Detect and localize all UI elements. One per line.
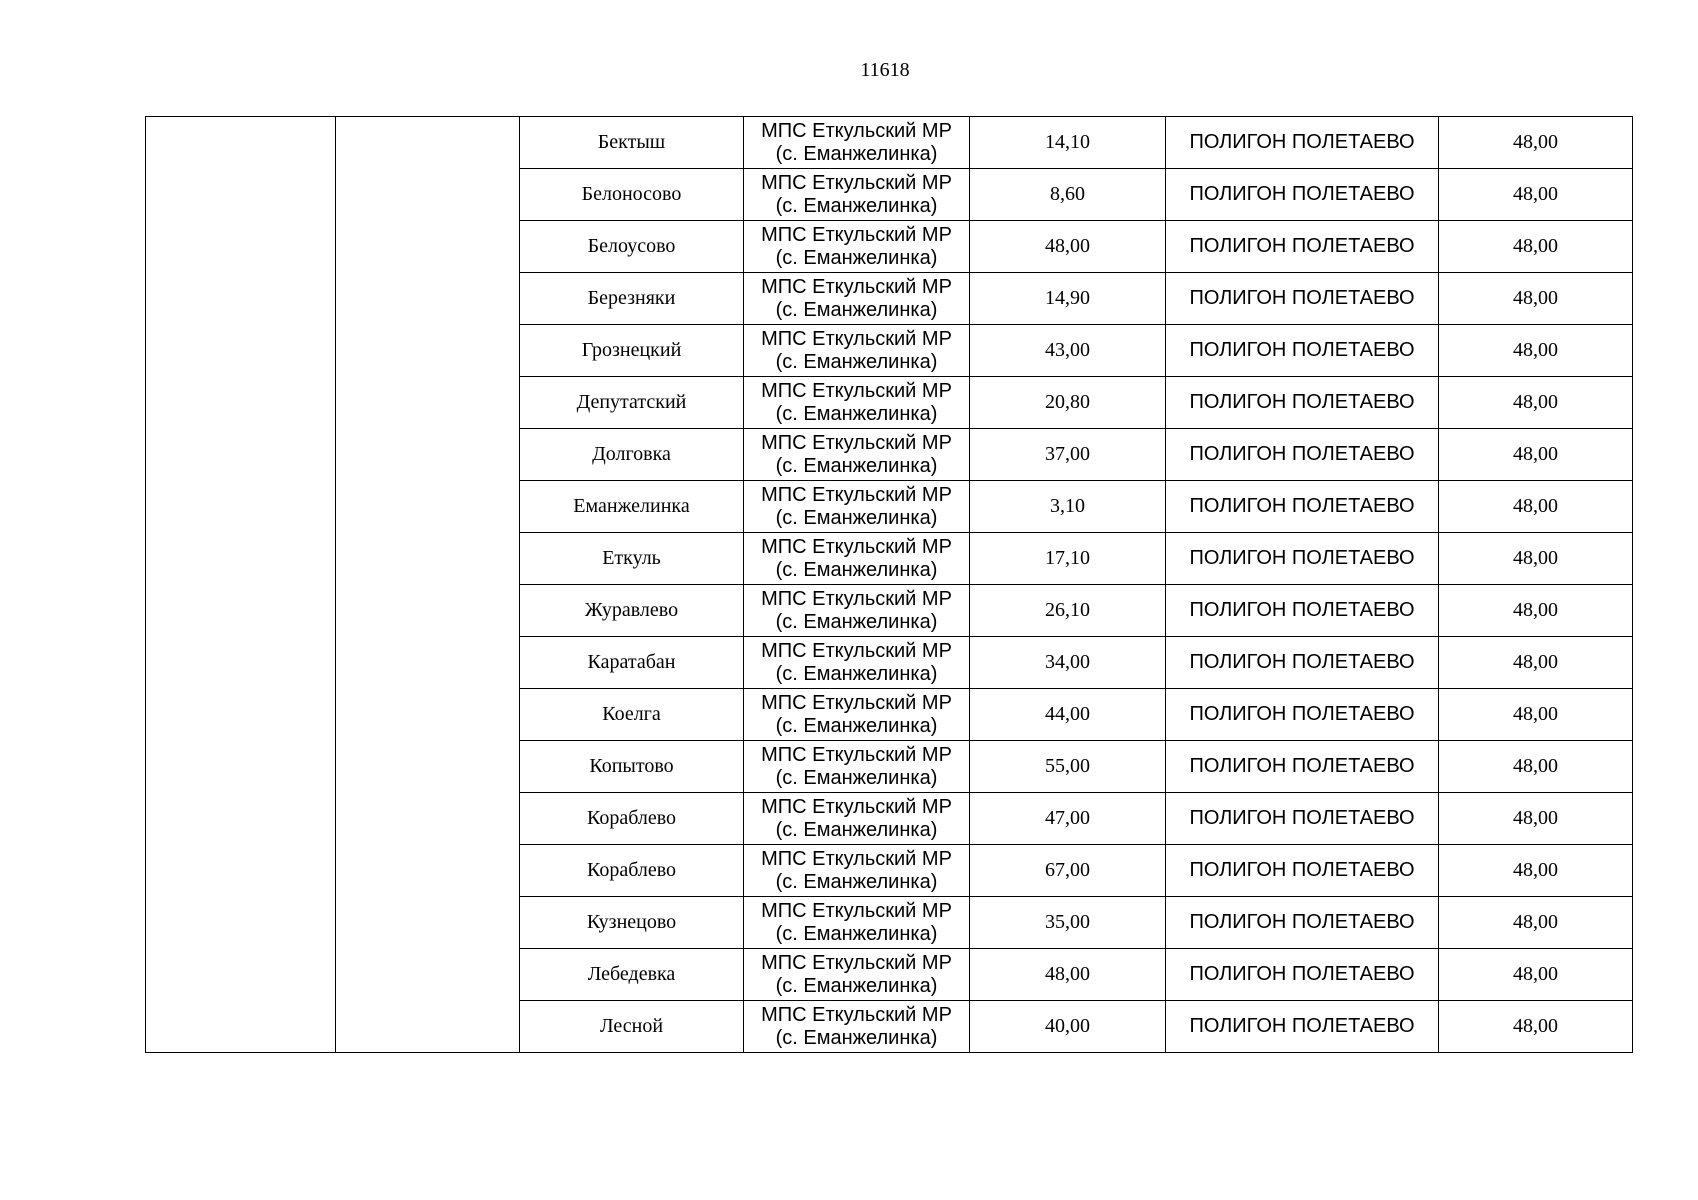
- source-name: МПС Еткульский МР: [761, 171, 952, 194]
- source-name: МПС Еткульский МР: [761, 847, 952, 870]
- distance-cell: 44,00: [970, 689, 1166, 741]
- settlement-cell: Копытово: [520, 741, 744, 793]
- distance-cell: 43,00: [970, 325, 1166, 377]
- source-name: МПС Еткульский МР: [761, 223, 952, 246]
- distance-cell: 67,00: [970, 845, 1166, 897]
- source-location: (с. Еманжелинка): [775, 662, 938, 685]
- destination-cell: ПОЛИГОН ПОЛЕТАЕВО: [1166, 897, 1439, 949]
- distance-cell: 37,00: [970, 429, 1166, 481]
- source-cell: [744, 221, 970, 273]
- value-cell: 48,00: [1439, 533, 1633, 585]
- source-location: (с. Еманжелинка): [775, 818, 938, 841]
- destination-cell: ПОЛИГОН ПОЛЕТАЕВО: [1166, 637, 1439, 689]
- destination-cell: ПОЛИГОН ПОЛЕТАЕВО: [1166, 845, 1439, 897]
- source-location: (с. Еманжелинка): [775, 350, 938, 373]
- settlement-cell: Кораблево: [520, 793, 744, 845]
- source-cell: [744, 585, 970, 637]
- source-cell: [744, 273, 970, 325]
- settlement-cell: Белоносово: [520, 169, 744, 221]
- distance-cell: 14,90: [970, 273, 1166, 325]
- settlement-cell: Еткуль: [520, 533, 744, 585]
- source-cell: [744, 689, 970, 741]
- value-cell: 48,00: [1439, 429, 1633, 481]
- source-name: МПС Еткульский МР: [761, 275, 952, 298]
- source-location: (с. Еманжелинка): [775, 506, 938, 529]
- settlement-cell: Каратабан: [520, 637, 744, 689]
- source-cell: [744, 429, 970, 481]
- distance-cell: 8,60: [970, 169, 1166, 221]
- source-cell: [744, 741, 970, 793]
- distance-cell: 48,00: [970, 221, 1166, 273]
- source-name: МПС Еткульский МР: [761, 535, 952, 558]
- value-cell: 48,00: [1439, 481, 1633, 533]
- settlement-cell: Бектыш: [520, 117, 744, 169]
- source-location: (с. Еманжелинка): [775, 194, 938, 217]
- destination-cell: ПОЛИГОН ПОЛЕТАЕВО: [1166, 429, 1439, 481]
- page-number: 11618: [860, 59, 910, 81]
- source-location: (с. Еманжелинка): [775, 766, 938, 789]
- value-cell: 48,00: [1439, 637, 1633, 689]
- destination-cell: ПОЛИГОН ПОЛЕТАЕВО: [1166, 221, 1439, 273]
- value-cell: 48,00: [1439, 793, 1633, 845]
- value-cell: 48,00: [1439, 117, 1633, 169]
- settlement-cell: Коелга: [520, 689, 744, 741]
- table-row: [146, 117, 1633, 169]
- source-location: (с. Еманжелинка): [775, 922, 938, 945]
- distance-cell: 47,00: [970, 793, 1166, 845]
- source-location: (с. Еманжелинка): [775, 714, 938, 737]
- destination-cell: ПОЛИГОН ПОЛЕТАЕВО: [1166, 533, 1439, 585]
- source-name: МПС Еткульский МР: [761, 379, 952, 402]
- source-name: МПС Еткульский МР: [761, 1003, 952, 1026]
- destination-cell: ПОЛИГОН ПОЛЕТАЕВО: [1166, 481, 1439, 533]
- settlement-cell: Лесной: [520, 1001, 744, 1053]
- settlement-cell: Долговка: [520, 429, 744, 481]
- data-table: [145, 116, 1633, 1053]
- source-name: МПС Еткульский МР: [761, 951, 952, 974]
- value-cell: 48,00: [1439, 741, 1633, 793]
- source-name: МПС Еткульский МР: [761, 899, 952, 922]
- settlement-cell: Кораблево: [520, 845, 744, 897]
- source-location: (с. Еманжелинка): [775, 246, 938, 269]
- distance-cell: 14,10: [970, 117, 1166, 169]
- source-location: (с. Еманжелинка): [775, 610, 938, 633]
- source-name: МПС Еткульский МР: [761, 587, 952, 610]
- source-location: (с. Еманжелинка): [775, 298, 938, 321]
- destination-cell: ПОЛИГОН ПОЛЕТАЕВО: [1166, 585, 1439, 637]
- source-name: МПС Еткульский МР: [761, 483, 952, 506]
- settlement-cell: Березняки: [520, 273, 744, 325]
- source-cell: [744, 1001, 970, 1053]
- destination-cell: ПОЛИГОН ПОЛЕТАЕВО: [1166, 325, 1439, 377]
- source-cell: [744, 845, 970, 897]
- settlement-cell: Журавлево: [520, 585, 744, 637]
- settlement-cell: Грознецкий: [520, 325, 744, 377]
- value-cell: 48,00: [1439, 845, 1633, 897]
- value-cell: 48,00: [1439, 897, 1633, 949]
- destination-cell: ПОЛИГОН ПОЛЕТАЕВО: [1166, 1001, 1439, 1053]
- source-cell: [744, 169, 970, 221]
- table-body: [146, 117, 1633, 1053]
- distance-cell: 48,00: [970, 949, 1166, 1001]
- distance-cell: 3,10: [970, 481, 1166, 533]
- destination-cell: ПОЛИГОН ПОЛЕТАЕВО: [1166, 273, 1439, 325]
- distance-cell: 35,00: [970, 897, 1166, 949]
- empty-region-cell: [146, 117, 336, 1053]
- source-location: (с. Еманжелинка): [775, 1026, 938, 1049]
- destination-cell: ПОЛИГОН ПОЛЕТАЕВО: [1166, 741, 1439, 793]
- source-location: (с. Еманжелинка): [775, 142, 938, 165]
- source-cell: [744, 481, 970, 533]
- destination-cell: ПОЛИГОН ПОЛЕТАЕВО: [1166, 377, 1439, 429]
- source-location: (с. Еманжелинка): [775, 454, 938, 477]
- value-cell: 48,00: [1439, 689, 1633, 741]
- distance-cell: 17,10: [970, 533, 1166, 585]
- destination-cell: ПОЛИГОН ПОЛЕТАЕВО: [1166, 169, 1439, 221]
- settlement-cell: Депутатский: [520, 377, 744, 429]
- source-cell: [744, 325, 970, 377]
- destination-cell: ПОЛИГОН ПОЛЕТАЕВО: [1166, 117, 1439, 169]
- source-cell: [744, 377, 970, 429]
- distance-cell: 26,10: [970, 585, 1166, 637]
- source-cell: [744, 897, 970, 949]
- source-cell: [744, 117, 970, 169]
- distance-cell: 34,00: [970, 637, 1166, 689]
- distance-cell: 40,00: [970, 1001, 1166, 1053]
- source-name: МПС Еткульский МР: [761, 743, 952, 766]
- source-cell: [744, 949, 970, 1001]
- source-location: (с. Еманжелинка): [775, 870, 938, 893]
- source-name: МПС Еткульский МР: [761, 795, 952, 818]
- distance-cell: 20,80: [970, 377, 1166, 429]
- source-name: МПС Еткульский МР: [761, 119, 952, 142]
- source-name: МПС Еткульский МР: [761, 327, 952, 350]
- value-cell: 48,00: [1439, 949, 1633, 1001]
- value-cell: 48,00: [1439, 169, 1633, 221]
- distance-cell: 55,00: [970, 741, 1166, 793]
- settlement-cell: Белоусово: [520, 221, 744, 273]
- empty-district-cell: [336, 117, 520, 1053]
- source-location: (с. Еманжелинка): [775, 402, 938, 425]
- settlement-cell: Лебедевка: [520, 949, 744, 1001]
- source-cell: [744, 637, 970, 689]
- source-name: МПС Еткульский МР: [761, 431, 952, 454]
- value-cell: 48,00: [1439, 585, 1633, 637]
- destination-cell: ПОЛИГОН ПОЛЕТАЕВО: [1166, 949, 1439, 1001]
- destination-cell: ПОЛИГОН ПОЛЕТАЕВО: [1166, 689, 1439, 741]
- value-cell: 48,00: [1439, 273, 1633, 325]
- value-cell: 48,00: [1439, 377, 1633, 429]
- value-cell: 48,00: [1439, 1001, 1633, 1053]
- value-cell: 48,00: [1439, 325, 1633, 377]
- settlement-cell: Еманжелинка: [520, 481, 744, 533]
- source-location: (с. Еманжелинка): [775, 974, 938, 997]
- source-name: МПС Еткульский МР: [761, 639, 952, 662]
- destination-cell: ПОЛИГОН ПОЛЕТАЕВО: [1166, 793, 1439, 845]
- source-cell: [744, 533, 970, 585]
- settlement-cell: Кузнецово: [520, 897, 744, 949]
- source-location: (с. Еманжелинка): [775, 558, 938, 581]
- value-cell: 48,00: [1439, 221, 1633, 273]
- source-cell: [744, 793, 970, 845]
- source-name: МПС Еткульский МР: [761, 691, 952, 714]
